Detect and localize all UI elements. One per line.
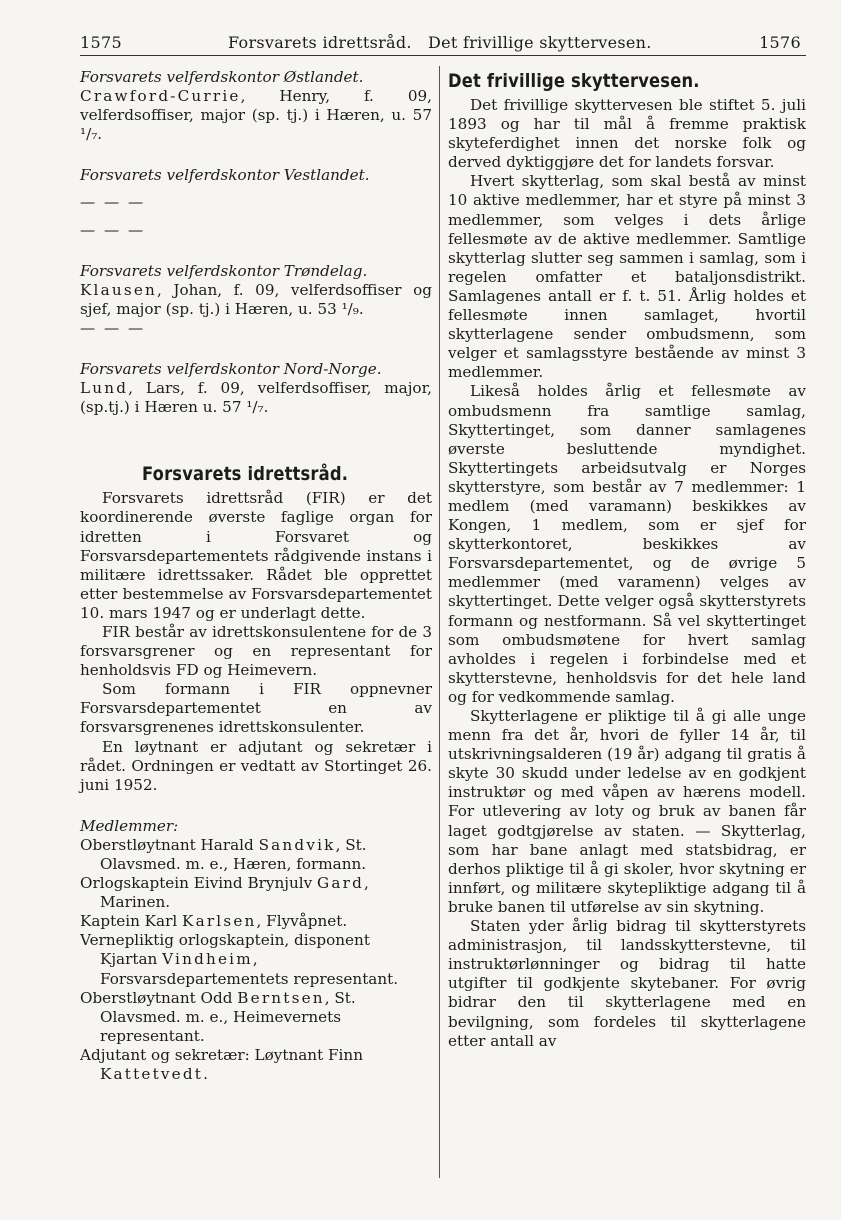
- member-entry: [80, 1046, 432, 1084]
- member-entry: [80, 836, 432, 874]
- member-role: Oberstløytnant Harald: [80, 835, 259, 854]
- entry-trondelag: [80, 281, 432, 319]
- member-detail: , Forsvarsdepartementets representant.: [100, 950, 399, 988]
- right-column: [448, 68, 806, 1051]
- entry-name: Lund: [80, 379, 129, 398]
- member-entry: [80, 874, 432, 912]
- page-number-right: 1576: [759, 33, 801, 52]
- member-role: Oberstløytnant Odd: [80, 988, 238, 1007]
- dash-line: — — —: [80, 318, 146, 337]
- entry-text: , Johan, f. 09, velferdsoffiser og sjef, major (sp. tj.) i Hæren, u. 53 ¹/₉.: [80, 280, 432, 318]
- member-name: Gard: [317, 874, 364, 893]
- member-detail: , Flyvåpnet.: [256, 912, 348, 931]
- paragraph: Likeså holdes årlig et fellesmøte av ombudsmenn fra samtlige samlag, Skyttertinget, som danner samlagenes øverste besluttende myndighet. Skyttertingets arbeidsutvalg er Norges skytterstyre, som består av 7 medlemmer: 1 medlem (med varamann) beskikkes av Kongen, 1 medlem, som er sjef for skytterkontoret, beskikkes av Forsvarsdepartementet, og de øvrige 5 medlemmer (med varamenn) velges av skyttertinget. Dette velger også skytterstyrets formann og nestformann. Så vel skyttertinget som ombudsmøtene for hvert samlag avholdes i regelen i forbindelse med et skytterstevne, henholdsvis for det hele land og for vedkommende samlag.: [448, 382, 806, 706]
- entry-name: Klausen: [80, 280, 158, 299]
- running-title: Forsvarets idrettsråd. Det frivillige skyttervesen.: [228, 33, 652, 52]
- member-role: Orlogskaptein Eivind Brynjulv: [80, 874, 318, 893]
- member-name: Kattetvedt: [100, 1065, 204, 1084]
- subheading-trondelag: Forsvarets velferdskontor Trøndelag.: [80, 261, 368, 280]
- page-number-left: 1575: [80, 33, 122, 52]
- paragraph: Skytterlagene er pliktige til å gi alle unge menn fra det år, hvori de fyller 14 år, til utskrivningsalderen (19 år) adgang til gratis å skyte 30 skudd under ledelse av en godkjent instruktør og med våpen av hærens modell. For utlevering av loty og bruk av banen får laget godtgjørelse av staten. — Skytterlag, som har bane anlagt med statsbidrag, er derhos pliktige til å gi skoler, hvor skytning er innført, og militære skytepliktige adgang til å bruke banen til utførelse av sin skytning.: [448, 707, 806, 916]
- member-name: Vindheim: [162, 950, 253, 969]
- member-name: Berntsen: [237, 988, 325, 1007]
- column-divider: [439, 66, 440, 1178]
- entry-name: Crawford-Currie: [80, 87, 241, 106]
- paragraph: Forsvarets idrettsråd (FIR) er det koordinerende øverste faglige organ for idretten i Forsvaret og Forsvarsdepartementets rådgivende instans i militære idrettssaker. Rådet ble opprettet etter bestemmelse av Forsvarsdepartementet 10. mars 1947 og er underlagt dette.: [80, 489, 432, 622]
- paragraph: En løytnant er adjutant og sekretær i rådet. Ordningen er vedtatt av Stortinget 26. juni 1952.: [80, 737, 432, 794]
- header-rule: [80, 55, 806, 56]
- members-heading: Medlemmer:: [80, 816, 179, 835]
- paragraph: Det frivillige skyttervesen ble stiftet 5. juli 1893 og har til mål å fremme praktisk skyteferdighet innen det norske folk og derved dyktiggjøre det for landets forsvar.: [448, 96, 806, 172]
- paragraph: Staten yder årlig bidrag til skytterstyrets administrasjon, til landsskytterstevne, til instruktørlønninger og bidrag til hatte utgifter til godkjente skytebaner. For øvrig bidrar den til skytterlagene med en bevilgning, som fordeles til skytterlagene etter antall av: [448, 917, 806, 1050]
- member-detail: , St. Olavsmed. m. e., Hæren, formann.: [100, 835, 367, 873]
- subheading-nordnorge: Forsvarets velferdskontor Nord-Norge.: [80, 360, 382, 379]
- entry-text: , Lars, f. 09, velferdsoffiser, major, (sp.tj.) i Hæren u. 57 ¹/₇.: [80, 379, 432, 417]
- left-column: [80, 68, 432, 1084]
- subheading-vestlandet: Forsvarets velferdskontor Vestlandet.: [80, 166, 370, 185]
- member-name: Sandvik: [258, 835, 336, 854]
- member-detail: .: [203, 1065, 208, 1084]
- paragraph: Som formann i FIR oppnevner Forsvarsdepartementet en av forsvarsgrenenes idrettskonsulenter.: [80, 680, 432, 737]
- member-name: Karlsen: [182, 912, 257, 931]
- dash-line: — — —: [80, 193, 146, 212]
- member-role: Vernepliktig orlogskaptein, disponent Kjartan: [80, 931, 370, 969]
- dash-line: — — —: [80, 220, 146, 239]
- member-entry: [80, 912, 432, 931]
- member-entry: [80, 931, 432, 988]
- entry-text: , Henry, f. 09, velferdsoffiser, major (sp. tj.) i Hæren, u. 57 ¹/₇.: [80, 87, 432, 144]
- member-detail: , St. Olavsmed. m. e., Heimevernets representant.: [100, 988, 356, 1045]
- member-role: Adjutant og sekretær: Løytnant Finn: [80, 1045, 363, 1064]
- member-role: Kaptein Karl: [80, 912, 183, 931]
- section-title-fir: Forsvarets idrettsråd.: [142, 463, 349, 486]
- paragraph: Hvert skytterlag, som skal bestå av minst 10 aktive medlemmer, har et styre på minst 3 medlemmer, som velges i dets årlige fellesmøte av de aktive medlemmer. Samtlige skytterlag slutter seg sammen i samlag, som i regelen omfatter et bataljonsdistrikt. Samlagenes antall er f. t. 51. Årlig holdes et fellesmøte innen samlaget, hvortil skytterlagene sender ombudsmenn, som velger et samlagsstyre bestående av minst 3 medlemmer.: [448, 172, 806, 382]
- entry-ostlandet: [80, 87, 432, 144]
- entry-nordnorge: [80, 379, 432, 417]
- paragraph: FIR består av idrettskonsulentene for de 3 forsvarsgrener og en representant for henholdsvis FD og Heimevern.: [80, 622, 432, 680]
- subheading-ostlandet: Forsvarets velferdskontor Østlandet.: [80, 68, 364, 86]
- section-title-skyttervesen: Det frivillige skyttervesen.: [448, 70, 700, 92]
- member-entry: [80, 989, 432, 1046]
- member-detail: , Marinen.: [100, 874, 369, 912]
